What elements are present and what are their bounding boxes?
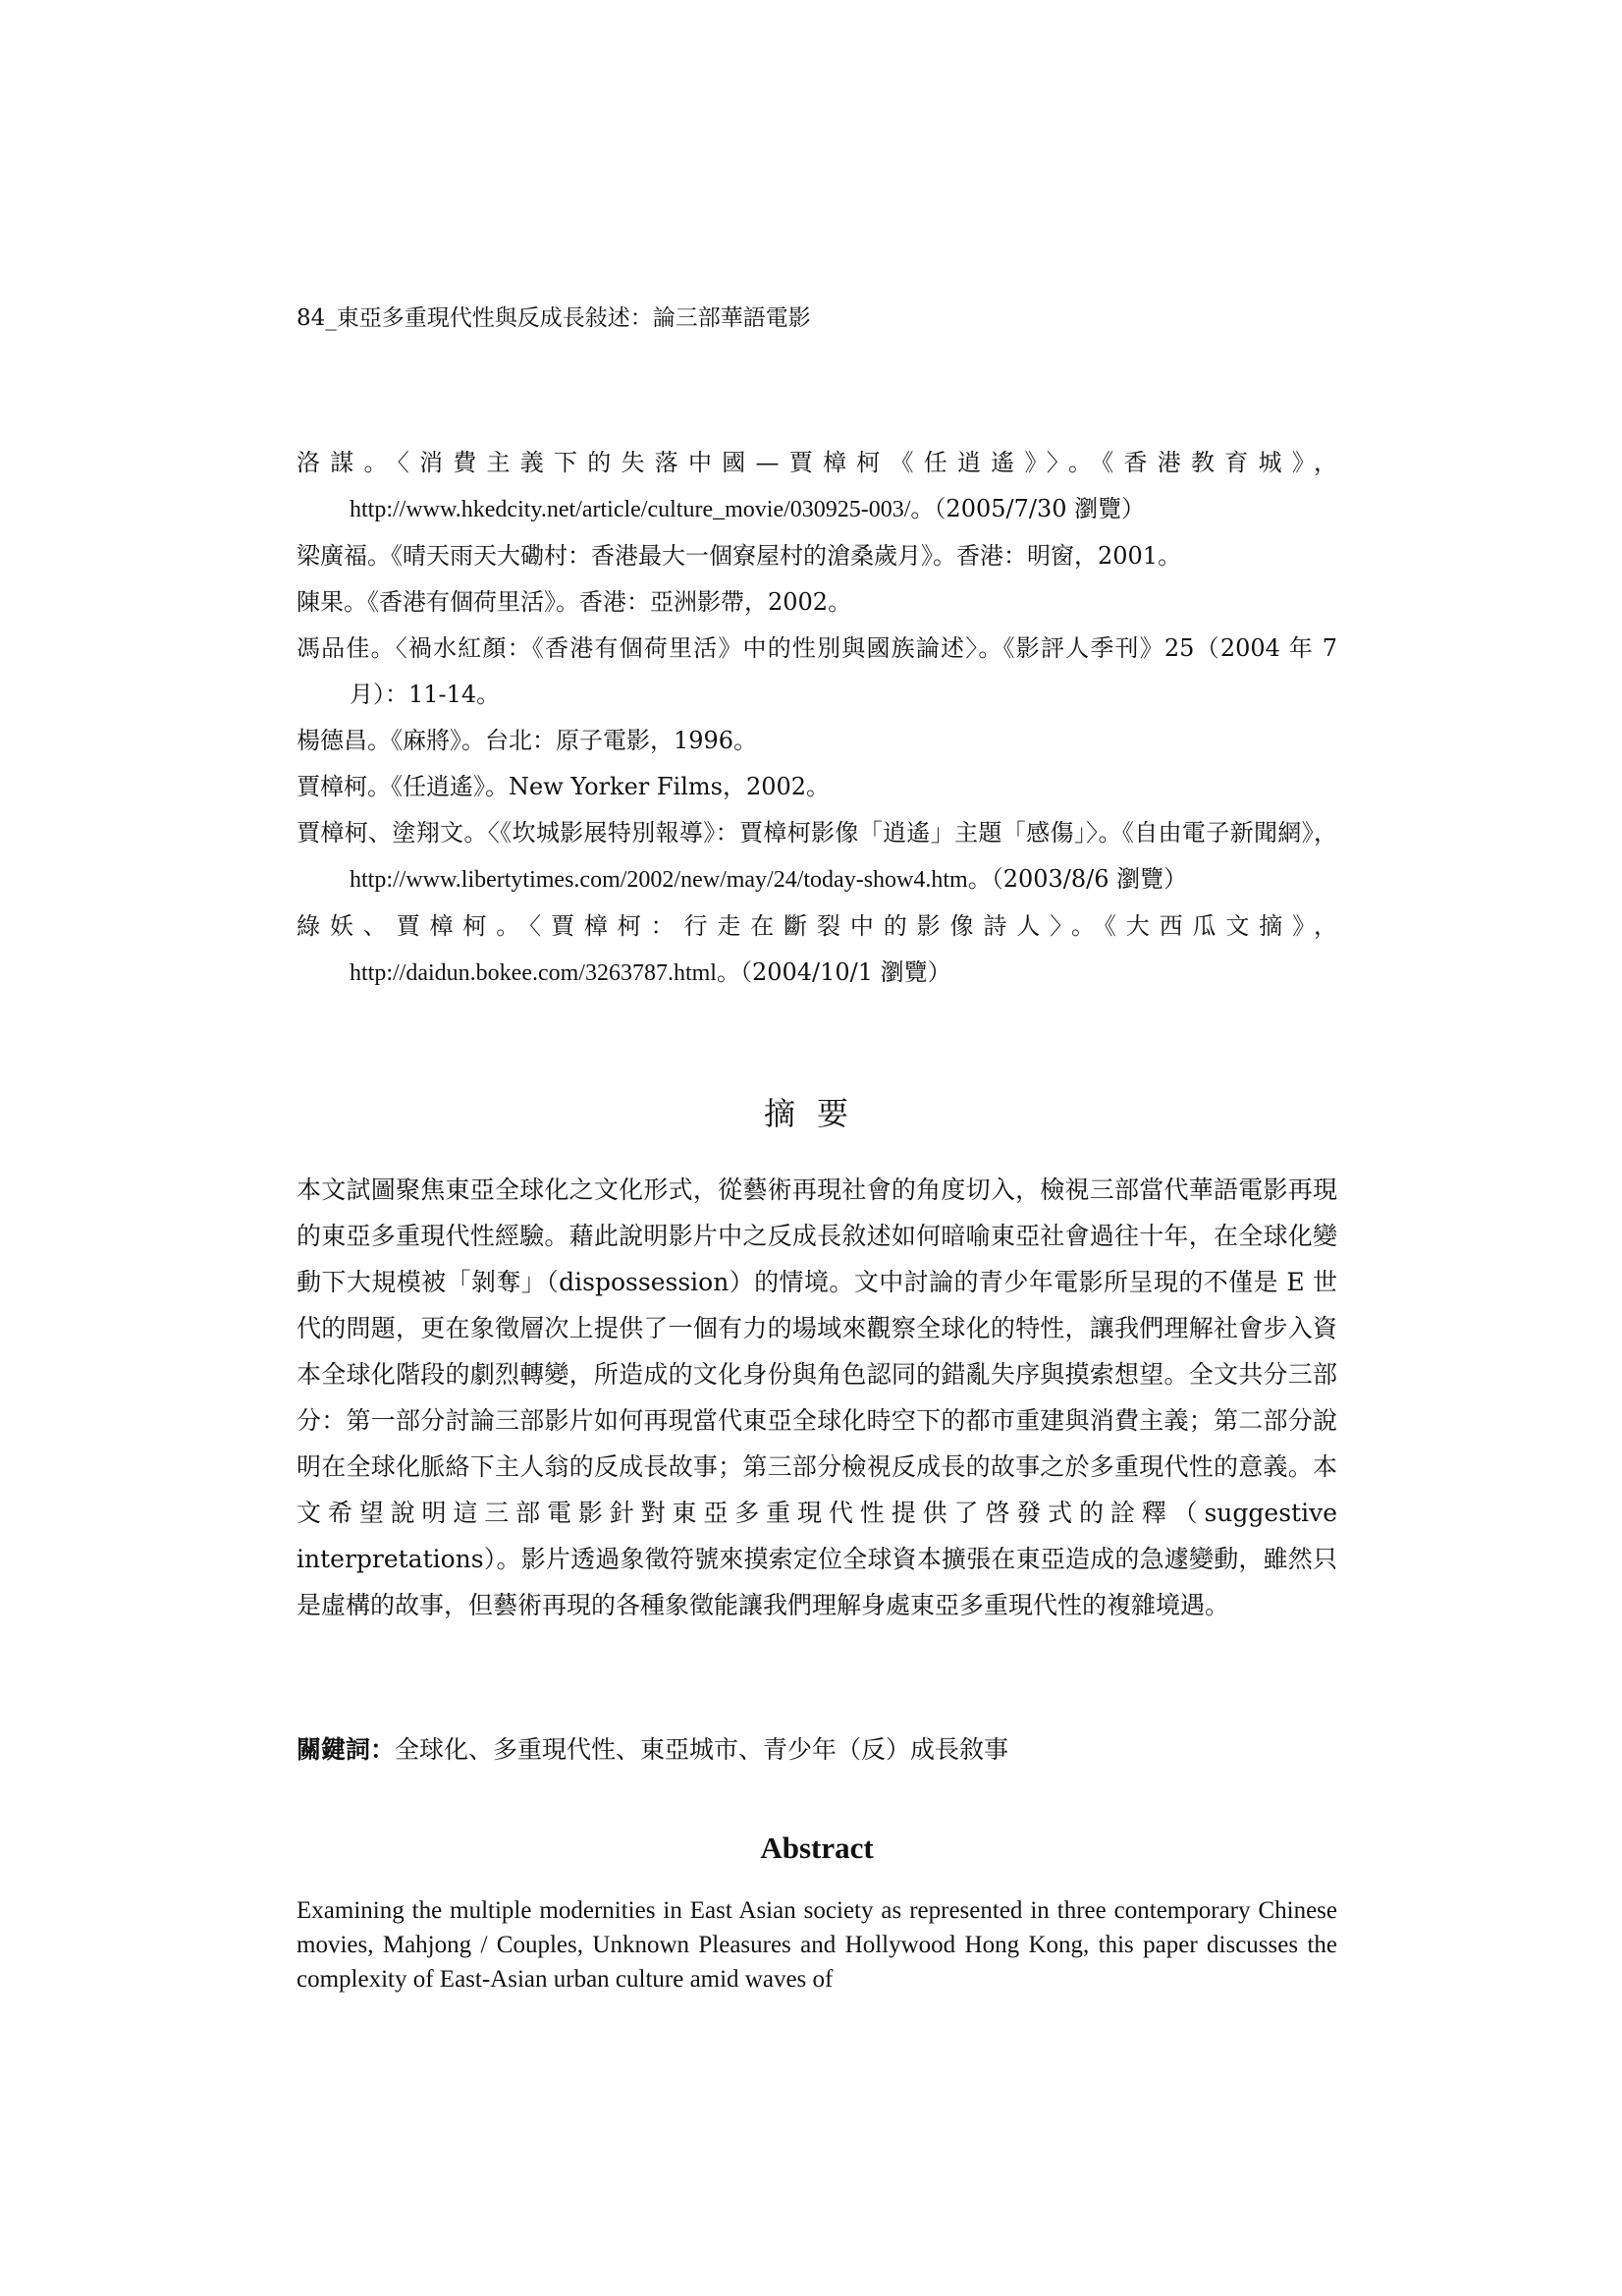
reference-text: 陳果。《香港有個荷里活》。香港：亞洲影帶，2002。 bbox=[297, 588, 852, 616]
reference-text: 賈樟柯。《任逍遙》。New Yorker Films，2002。 bbox=[297, 773, 831, 800]
reference-entry bbox=[297, 579, 1337, 626]
english-abstract-body: Examining the multiple modernities in East Asian society as represented in three contemporary Chinese movies, Mahjong / Couples, Unknown Pleasures and Hollywood Hong Kong, this paper discusses the complexity of East-Asian urban culture amid waves of bbox=[297, 1897, 1337, 1993]
reference-text: 洛謀。〈消費主義下的失落中國—賈樟柯《任逍遙》〉。《香港教育城》， bbox=[297, 449, 1337, 476]
reference-text: 楊德昌。《麻將》。台北：原子電影，1996。 bbox=[297, 727, 758, 754]
chinese-abstract-title: 摘要 bbox=[763, 1095, 870, 1132]
reference-url[interactable]: http://daidun.bokee.com/3263787.html bbox=[350, 960, 717, 986]
reference-entry bbox=[297, 626, 1337, 718]
reference-entry bbox=[297, 440, 1337, 533]
reference-tail: 。（2005/7/30 瀏覽） bbox=[910, 495, 1146, 522]
reference-entry bbox=[297, 533, 1337, 579]
running-header: 84_東亞多重現代性與反成長敍述：論三部華語電影 bbox=[297, 305, 811, 331]
english-abstract-title: Abstract bbox=[760, 1831, 874, 1865]
reference-entry bbox=[297, 718, 1337, 764]
reference-entry bbox=[297, 764, 1337, 810]
keywords-label: 關鍵詞： bbox=[297, 1735, 396, 1764]
reference-list bbox=[297, 440, 1337, 997]
chinese-abstract-body: 本文試圖聚焦東亞全球化之文化形式，從藝術再現社會的角度切入，檢視三部當代華語電影再現的東亞多重現代性經驗。藉此說明影片中之反成長敘述如何暗喻東亞社會過往十年，在全球化變動下大規模被「剝奪」（dispossession）的情境。文中討論的青少年電影所呈現的不僅是 E 世代的問題，更在象徵層次上提供了一個有力的場域來觀察全球化的特性，讓我們理解社會步入資本全球化階段的劇烈轉變，所造成的文化身份與角色認同的錯亂失序與摸索想望。全文共分三部分：第一部分討論三部影片如何再現當代東亞全球化時空下的都市重建與消費主義；第二部分說明在全球化脈絡下主人翁的反成長故事；第三部分檢視反成長的故事之於多重現代性的意義。本文希望說明這三部電影針對東亞多重現代性提供了啓發式的詮釋（suggestive interpretations）。影片透過象徵符號來摸索定位全球資本擴張在東亞造成的急遽變動，雖然只是虛構的故事，但藝術再現的各種象徵能讓我們理解身處東亞多重現代性的複雜境遇。 bbox=[297, 1175, 1337, 1619]
keywords-line bbox=[297, 1730, 1337, 1770]
reference-tail: 。（2004/10/1 瀏覽） bbox=[716, 958, 951, 986]
reference-text: 賈樟柯、塗翔文。〈《坎城影展特別報導》：賈樟柯影像「逍遙」主題「感傷」〉。《自由電子新聞網》， bbox=[297, 819, 1337, 847]
reference-entry bbox=[297, 903, 1337, 997]
reference-text: 梁廣福。《晴天雨天大磡村：香港最大一個寮屋村的滄桑歲月》。香港：明窗，2001。 bbox=[297, 542, 1182, 570]
reference-text: 馮品佳。〈禍水紅顏：《香港有個荷里活》中的性別與國族論述〉。《影評人季刊》25（2004 年 7 月）：11-14。 bbox=[297, 634, 1337, 708]
reference-tail: 。（2003/8/6 瀏覽） bbox=[967, 865, 1188, 893]
reference-url[interactable]: http://www.hkedcity.net/article/culture_movie/030925-003/ bbox=[350, 497, 911, 522]
reference-entry bbox=[297, 810, 1337, 903]
reference-url[interactable]: http://www.libertytimes.com/2002/new/may/24/today-show4.htm bbox=[350, 867, 968, 893]
keywords-value: 全球化、多重現代性、東亞城市、青少年（反）成長敘事 bbox=[395, 1735, 1009, 1764]
reference-text: 綠妖、賈樟柯。〈賈樟柯：行走在斷裂中的影像詩人〉。《大西瓜文摘》， bbox=[297, 912, 1337, 940]
